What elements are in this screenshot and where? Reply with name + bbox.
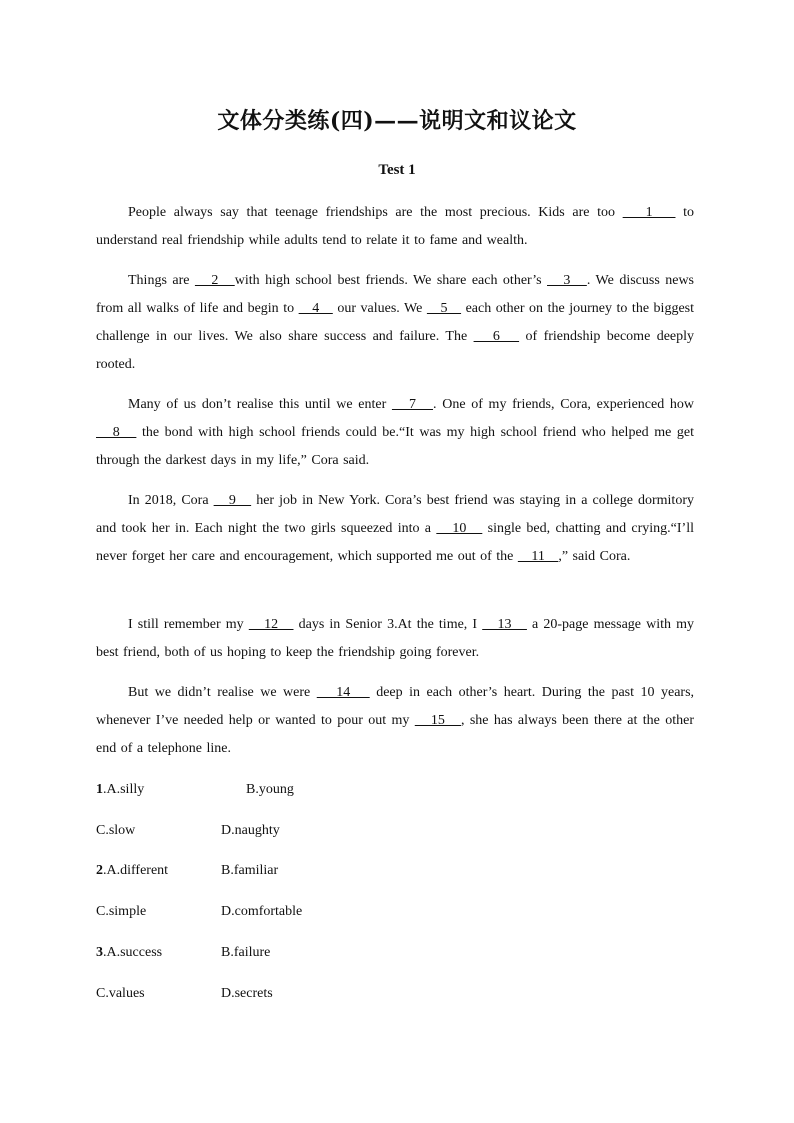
passage-text: Many of us don’t realise this until we enter <box>128 397 392 412</box>
passage-paragraph-6 <box>96 679 694 763</box>
blank-13: 13 <box>482 617 527 632</box>
passage-text: But we didn’t realise we were <box>128 685 317 700</box>
question-number: 3 <box>96 945 103 960</box>
passage-text: single bed, chatting and crying.“I’ll never forget her care and encouragement, which supported me out of the <box>96 521 694 564</box>
blank-6: 6 <box>473 329 520 344</box>
passage-text: her job in New York. Cora’s best friend was staying in a college dormitory and took her in. Each night the two girls squeezed into a <box>96 493 694 536</box>
page-title: 文体分类练(四)——说明文和议论文 <box>217 108 577 134</box>
test-label: Test 1 <box>378 162 416 178</box>
passage-text: , she has always been there at the other end of a telephone line. <box>96 713 694 756</box>
passage-text: In 2018, Cora <box>128 493 214 508</box>
blank-1: 1 <box>622 205 676 220</box>
option-3a[interactable]: 3.A.success <box>96 945 163 960</box>
passage-text: of friendship become deeply rooted. <box>96 329 695 372</box>
question-number: 1 <box>96 782 103 797</box>
passage-text: Things are <box>128 273 195 288</box>
passage-text: ,” said Cora. <box>558 549 631 564</box>
question-number: 2 <box>96 863 103 878</box>
blank-11: 11 <box>517 549 559 564</box>
blank-4: 4 <box>298 301 333 316</box>
option-1b[interactable]: B.young <box>246 782 294 797</box>
option-1a[interactable]: 1.A.silly <box>96 782 145 797</box>
passage-text: with high school best friends. We share each other’s <box>234 273 548 288</box>
blank-12: 12 <box>248 617 294 632</box>
blank-10: 10 <box>436 521 483 536</box>
option-2a[interactable]: 2.A.different <box>96 863 169 878</box>
option-2d[interactable]: D.comfortable <box>221 904 303 919</box>
blank-14: 14 <box>316 685 370 700</box>
option-3d[interactable]: D.secrets <box>221 986 273 1001</box>
option-1c[interactable]: C.slow <box>96 823 136 838</box>
blank-3: 3 <box>547 273 587 288</box>
blank-7: 7 <box>391 397 434 412</box>
passage-text: deep in each other’s heart. During the past 10 years, whenever I’ve needed help or wanted to pour out my <box>96 685 695 728</box>
passage-text: our values. We <box>332 301 427 316</box>
passage-text: days in Senior 3.At the time, I <box>293 617 483 632</box>
passage-text: . We discuss news from all walks of life and begin to <box>96 273 694 316</box>
blank-8: 8 <box>96 425 137 440</box>
passage-paragraph-4 <box>96 487 694 571</box>
passage-text: People always say that teenage friendships are the most precious. Kids are too <box>128 205 623 220</box>
passage-paragraph-1 <box>96 199 694 255</box>
option-3b[interactable]: B.failure <box>221 945 271 960</box>
passage-text: the bond with high school friends could be.“It was my high school friend who helped me get through the darkest days in my life,” Cora said. <box>96 425 694 468</box>
option-1d[interactable]: D.naughty <box>221 823 280 838</box>
passage-text: a 20-page message with my best friend, both of us hoping to keep the friendship going forever. <box>96 617 695 660</box>
option-3c[interactable]: C.values <box>96 986 145 1001</box>
passage-paragraph-3 <box>96 391 694 475</box>
passage-paragraph-5 <box>96 611 694 667</box>
option-2b[interactable]: B.familiar <box>221 863 279 878</box>
blank-9: 9 <box>213 493 252 508</box>
passage-text: to understand real friendship while adults tend to relate it to fame and wealth. <box>96 205 695 248</box>
passage-text: . One of my friends, Cora, experienced how <box>433 397 694 412</box>
blank-2: 2 <box>194 273 235 288</box>
passage-paragraph-2 <box>96 267 694 379</box>
blank-5: 5 <box>426 301 462 316</box>
passage-text: I still remember my <box>128 617 249 632</box>
blank-15: 15 <box>414 713 461 728</box>
passage-text: each other on the journey to the biggest challenge in our lives. We also share success and failure. The <box>96 301 694 344</box>
option-2c[interactable]: C.simple <box>96 904 147 919</box>
